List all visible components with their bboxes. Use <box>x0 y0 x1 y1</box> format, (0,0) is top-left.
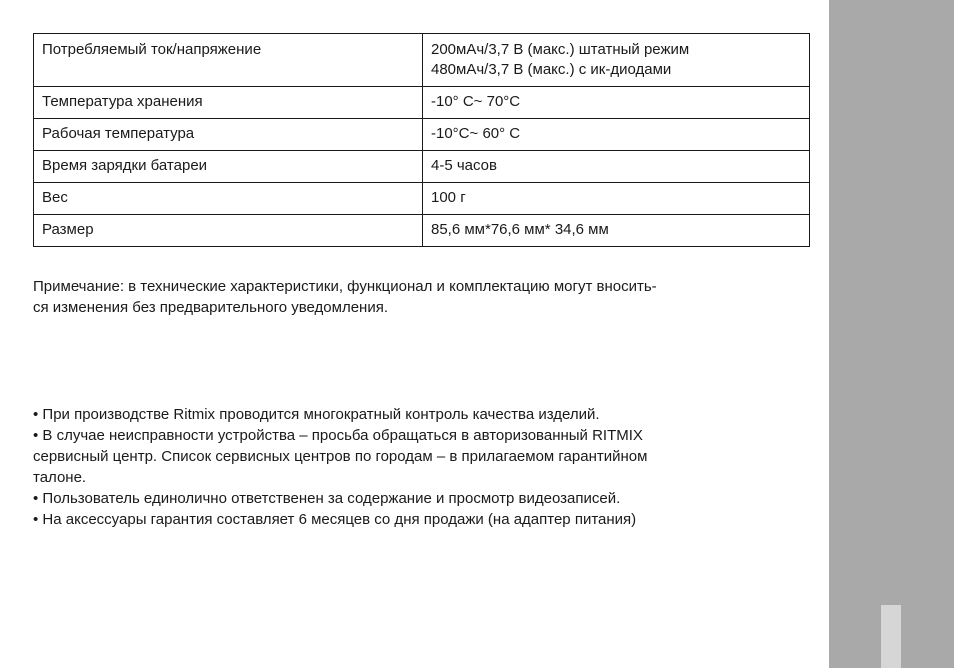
specifications-table <box>33 33 810 247</box>
list-item: • В случае неисправности устройства – просьба обращаться в авторизованный RITMIX <box>33 427 643 444</box>
page-side-band <box>829 0 954 668</box>
list-item: сервисный центр. Список сервисных центров по городам – в прилагаемом гарантийном <box>33 448 648 465</box>
list-item: талоне. <box>33 469 87 486</box>
spec-label: Вес <box>34 183 423 215</box>
warranty-notes-list <box>33 404 813 530</box>
note-line: Примечание: в технические характеристики, функционал и комплектацию могут вносить- <box>33 278 657 295</box>
table-row <box>34 34 810 87</box>
spec-label: Размер <box>34 215 423 247</box>
list-item: • Пользователь единолично ответственен за содержание и просмотр видеозаписей. <box>33 490 621 507</box>
note-paragraph <box>33 276 813 318</box>
list-item: • На аксессуары гарантия составляет 6 месяцев со дня продажи (на адаптер питания) <box>33 511 637 528</box>
table-row <box>34 215 810 247</box>
spec-value: 4-5 часов <box>423 151 810 183</box>
spec-value: -10°C~ 60° C <box>423 119 810 151</box>
spec-label: Потребляемый ток/напряжение <box>34 34 423 87</box>
table-row <box>34 151 810 183</box>
spec-value: -10° C~ 70°C <box>423 87 810 119</box>
spec-label: Время зарядки батареи <box>34 151 423 183</box>
page-edge-tab <box>881 605 901 668</box>
spec-value <box>423 34 810 87</box>
spec-value-line: 480мАч/3,7 В (макс.) с ик-диодами <box>431 61 672 78</box>
table-row <box>34 119 810 151</box>
spec-label: Температура хранения <box>34 87 423 119</box>
table-row <box>34 183 810 215</box>
spec-value: 85,6 мм*76,6 мм* 34,6 мм <box>423 215 810 247</box>
note-line: ся изменения без предварительного уведомления. <box>33 299 389 316</box>
spec-value: 100 г <box>423 183 810 215</box>
spec-value-line: 200мАч/3,7 В (макс.) штатный режим <box>431 41 690 58</box>
table-row <box>34 87 810 119</box>
list-item: • При производстве Ritmix проводится многократный контроль качества изделий. <box>33 406 600 423</box>
spec-label: Рабочая температура <box>34 119 423 151</box>
